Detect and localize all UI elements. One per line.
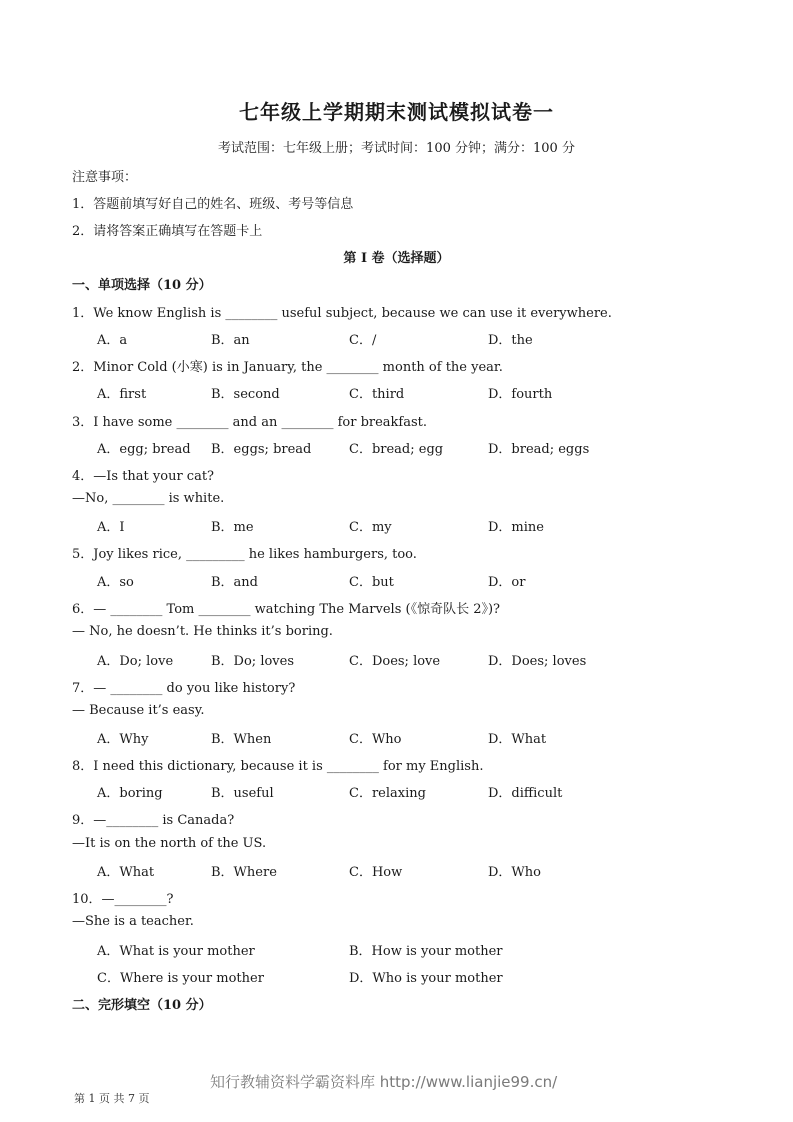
option-d[interactable]: D．Who bbox=[488, 865, 541, 880]
option-c[interactable]: C．bread; egg bbox=[349, 442, 444, 457]
option-d[interactable]: D．Who is your mother bbox=[349, 971, 503, 986]
notice-heading: 注意事项： bbox=[72, 170, 138, 185]
option-a[interactable]: A．I bbox=[97, 520, 125, 535]
notice-item: 1．答题前填写好自己的姓名、班级、考号等信息 bbox=[72, 197, 354, 212]
question-text: 6．— ________ Tom ________ watching The Marvels (《惊奇队长 2》)? bbox=[72, 602, 501, 617]
option-b[interactable]: B．eggs; bread bbox=[211, 442, 312, 457]
option-d[interactable]: D．mine bbox=[488, 520, 544, 535]
options-row bbox=[0, 650, 793, 668]
option-d[interactable]: D．What bbox=[488, 732, 547, 747]
option-b[interactable]: B．me bbox=[211, 520, 254, 535]
option-a[interactable]: A．Do; love bbox=[97, 654, 174, 669]
question-text: 8．I need this dictionary, because it is ________ for my English. bbox=[72, 759, 484, 774]
option-c[interactable]: C．my bbox=[349, 520, 392, 535]
option-a[interactable]: A．What bbox=[97, 865, 155, 880]
options-row bbox=[0, 728, 793, 746]
option-a[interactable]: A．first bbox=[97, 387, 147, 402]
option-c[interactable]: C．Does; love bbox=[349, 654, 441, 669]
option-b[interactable]: B．Where bbox=[211, 865, 277, 880]
option-d[interactable]: D．Does; loves bbox=[488, 654, 587, 669]
option-c[interactable]: C．third bbox=[349, 387, 405, 402]
option-d[interactable]: D．difficult bbox=[488, 786, 563, 801]
options-row bbox=[0, 329, 793, 347]
option-b[interactable]: B．an bbox=[211, 333, 250, 348]
options-row bbox=[0, 438, 793, 456]
notice-item: 2．请将答案正确填写在答题卡上 bbox=[72, 224, 263, 239]
page-number: 第 1 页 共 7 页 bbox=[74, 1092, 150, 1105]
question-text: 3．I have some ________ and an ________ for breakfast. bbox=[72, 415, 428, 430]
option-d[interactable]: D．fourth bbox=[488, 387, 553, 402]
question-text: 5．Joy likes rice, _________ he likes hamburgers, too. bbox=[72, 547, 417, 562]
option-b[interactable]: B．second bbox=[211, 387, 280, 402]
option-a[interactable]: A．egg; bread bbox=[97, 442, 191, 457]
option-d[interactable]: D．bread; eggs bbox=[488, 442, 590, 457]
question-text: 9．—________ is Canada? bbox=[72, 813, 235, 828]
option-b[interactable]: B．Do; loves bbox=[211, 654, 295, 669]
option-c[interactable]: C．relaxing bbox=[349, 786, 426, 801]
question-text: 4．—Is that your cat? bbox=[72, 469, 215, 484]
options-row bbox=[0, 516, 793, 534]
question-text: 7．— ________ do you like history? bbox=[72, 681, 296, 696]
option-a[interactable]: A．What is your mother bbox=[97, 944, 255, 959]
section-title: 二、完形填空（10 分） bbox=[72, 998, 212, 1013]
option-c[interactable]: C．How bbox=[349, 865, 403, 880]
options-row bbox=[0, 782, 793, 800]
option-c[interactable]: C．Where is your mother bbox=[97, 971, 264, 986]
options-row bbox=[0, 383, 793, 401]
option-c[interactable]: C．Who bbox=[349, 732, 402, 747]
option-c[interactable]: C．but bbox=[349, 575, 394, 590]
option-b[interactable]: B．How is your mother bbox=[349, 944, 503, 959]
footer-watermark: 知行教辅资料学霸资料库 http://www.lianjie99.cn/ bbox=[210, 1073, 558, 1091]
option-a[interactable]: A．boring bbox=[97, 786, 163, 801]
option-d[interactable]: D．or bbox=[488, 575, 526, 590]
options-row bbox=[0, 861, 793, 879]
options-row bbox=[0, 967, 793, 985]
option-a[interactable]: A．Why bbox=[97, 732, 149, 747]
question-text: 1．We know English is ________ useful subject, because we can use it everywhere. bbox=[72, 306, 612, 321]
question-text: — Because it’s easy. bbox=[72, 703, 205, 718]
question-text: —No, ________ is white. bbox=[72, 491, 225, 506]
option-a[interactable]: A．so bbox=[97, 575, 134, 590]
option-b[interactable]: B．useful bbox=[211, 786, 274, 801]
options-row bbox=[0, 940, 793, 958]
page-title: 七年级上学期期末测试模拟试卷一 bbox=[239, 100, 554, 124]
options-row bbox=[0, 571, 793, 589]
option-a[interactable]: A．a bbox=[97, 333, 128, 348]
volume-title: 第 I 卷（选择题） bbox=[343, 251, 450, 266]
question-text: 10．—________? bbox=[72, 892, 174, 907]
option-b[interactable]: B．When bbox=[211, 732, 272, 747]
question-text: 2．Minor Cold (小寒) is in January, the ________ month of the year. bbox=[72, 360, 503, 375]
option-b[interactable]: B．and bbox=[211, 575, 258, 590]
option-d[interactable]: D．the bbox=[488, 333, 533, 348]
question-text: —It is on the north of the US. bbox=[72, 836, 267, 851]
page-subtitle: 考试范围：七年级上册；考试时间：100 分钟；满分：100 分 bbox=[218, 141, 575, 156]
question-text: —She is a teacher. bbox=[72, 914, 194, 929]
question-text: — No, he doesn’t. He thinks it’s boring. bbox=[72, 624, 333, 639]
option-c[interactable]: C．/ bbox=[349, 333, 377, 348]
section-title: 一、单项选择（10 分） bbox=[72, 278, 212, 293]
